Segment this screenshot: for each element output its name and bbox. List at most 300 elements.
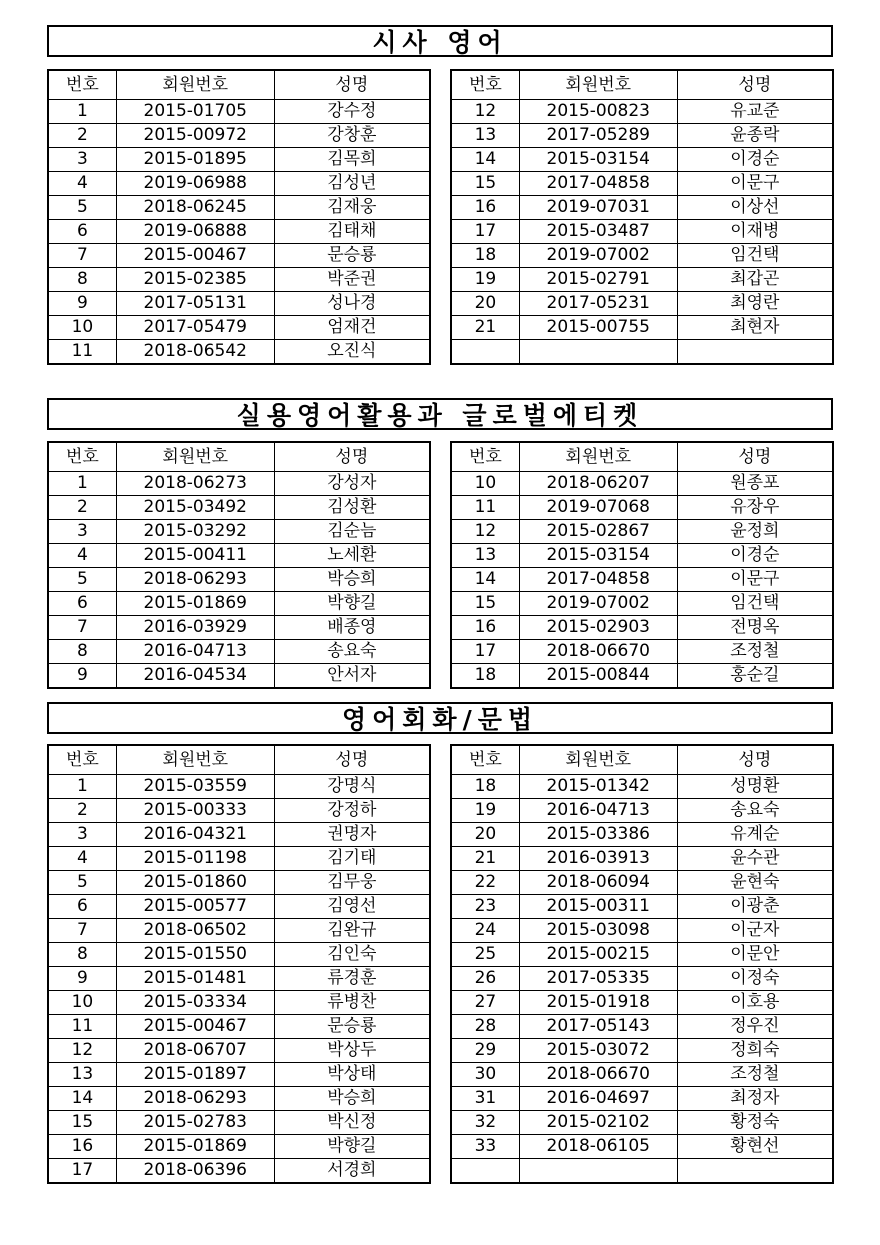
cell-member-id: 2017-05479 [116, 316, 274, 340]
cell-number: 14 [451, 148, 519, 172]
cell-number: 20 [451, 823, 519, 847]
cell-name: 박향길 [274, 592, 430, 616]
cell-member-id: 2019-06988 [116, 172, 274, 196]
table-header-row [451, 70, 833, 100]
cell-member-id: 2015-02791 [519, 268, 677, 292]
cell-member-id: 2015-00755 [519, 316, 677, 340]
cell-number: 16 [48, 1135, 116, 1159]
table-row [48, 847, 430, 871]
cell-name: 오진식 [274, 340, 430, 365]
table-row [451, 1087, 833, 1111]
table-row [451, 1015, 833, 1039]
table-row [451, 616, 833, 640]
cell-member-id: 2019-07068 [519, 496, 677, 520]
cell-member-id: 2018-06245 [116, 196, 274, 220]
header-member-id: 회원번호 [519, 745, 677, 775]
table-row [48, 1159, 430, 1184]
cell-name: 김기태 [274, 847, 430, 871]
table-row [451, 316, 833, 340]
cell-member-id: 2015-03487 [519, 220, 677, 244]
table-row [48, 172, 430, 196]
cell-name: 이문구 [677, 568, 833, 592]
cell-number: 22 [451, 871, 519, 895]
section-title: 영어회화/문법 [47, 702, 833, 734]
cell-number: 3 [48, 823, 116, 847]
header-name: 성명 [677, 70, 833, 100]
cell-number: 13 [451, 124, 519, 148]
cell-name: 조정철 [677, 640, 833, 664]
cell-member-id: 2015-03492 [116, 496, 274, 520]
cell-member-id: 2015-01481 [116, 967, 274, 991]
cell-name: 김완규 [274, 919, 430, 943]
cell-number [451, 1159, 519, 1184]
cell-number: 1 [48, 100, 116, 124]
cell-name: 김성년 [274, 172, 430, 196]
header-number: 번호 [451, 745, 519, 775]
cell-member-id: 2015-03072 [519, 1039, 677, 1063]
cell-name: 성나경 [274, 292, 430, 316]
cell-number: 25 [451, 943, 519, 967]
table-row [48, 196, 430, 220]
cell-number: 33 [451, 1135, 519, 1159]
cell-member-id: 2015-02867 [519, 520, 677, 544]
table-row [48, 496, 430, 520]
header-name: 성명 [677, 745, 833, 775]
cell-name: 김인숙 [274, 943, 430, 967]
cell-member-id: 2015-02783 [116, 1111, 274, 1135]
table-row [451, 823, 833, 847]
cell-name: 박향길 [274, 1135, 430, 1159]
header-number: 번호 [48, 745, 116, 775]
cell-number: 18 [474, 665, 497, 685]
section-title: 실용영어활용과 글로벌에티켓 [47, 398, 833, 430]
cell-number: 23 [451, 895, 519, 919]
table-row [48, 124, 430, 148]
cell-number: 10 [48, 991, 116, 1015]
cell-number: 18 [451, 775, 519, 799]
cell-name: 원종포 [677, 472, 833, 496]
cell-name: 이재병 [677, 220, 833, 244]
table-row [451, 664, 833, 689]
table-row [48, 919, 430, 943]
cell-name: 최갑곤 [677, 268, 833, 292]
header-member-id: 회원번호 [519, 70, 677, 100]
table-row [48, 148, 430, 172]
table-row [48, 340, 430, 365]
cell-name: 임건택 [677, 244, 833, 268]
cell-member-id: 2016-04534 [116, 664, 274, 689]
cell-member-id: 2015-01869 [116, 1135, 274, 1159]
cell-name: 조정철 [677, 1063, 833, 1087]
table-row [451, 1039, 833, 1063]
cell-number: 16 [451, 616, 519, 640]
cell-member-id: 2016-04321 [116, 823, 274, 847]
cell-name: 강명식 [274, 775, 430, 799]
cell-name [677, 340, 833, 365]
cell-number: 2 [48, 124, 116, 148]
cell-number: 11 [451, 496, 519, 520]
table-row [451, 895, 833, 919]
cell-number: 4 [48, 847, 116, 871]
cell-name: 유교준 [677, 100, 833, 124]
cell-name: 강성자 [274, 472, 430, 496]
header-member-id: 회원번호 [519, 442, 677, 472]
cell-member-id: 2016-03913 [519, 847, 677, 871]
cell-number: 10 [48, 316, 116, 340]
table-row [48, 1039, 430, 1063]
table-row [451, 472, 833, 496]
cell-member-id: 2015-01342 [519, 775, 677, 799]
cell-name: 권명자 [274, 823, 430, 847]
cell-number: 18 [451, 244, 519, 268]
table-header-row [48, 442, 430, 472]
cell-number: 16 [451, 196, 519, 220]
cell-number: 6 [48, 592, 116, 616]
cell-name: 유계순 [677, 823, 833, 847]
table-header-row [451, 745, 833, 775]
cell-number: 11 [71, 341, 94, 361]
cell-number: 21 [451, 316, 519, 340]
cell-number: 17 [71, 1160, 94, 1180]
cell-name: 윤수관 [677, 847, 833, 871]
cell-member-id: 2015-00411 [116, 544, 274, 568]
cell-member-id: 2019-07002 [519, 592, 677, 616]
header-number: 번호 [451, 442, 519, 472]
table-row [451, 775, 833, 799]
cell-member-id: 2018-06105 [519, 1135, 677, 1159]
cell-number: 6 [48, 220, 116, 244]
cell-member-id: 2015-02385 [116, 268, 274, 292]
table-row [451, 292, 833, 316]
cell-member-id: 2016-04713 [116, 640, 274, 664]
table-row [48, 823, 430, 847]
table-row [451, 919, 833, 943]
cell-member-id: 2015-03098 [519, 919, 677, 943]
cell-member-id: 2018-06670 [519, 640, 677, 664]
table-row [451, 1135, 833, 1159]
cell-member-id: 2018-06293 [116, 1087, 274, 1111]
table-row [451, 1111, 833, 1135]
cell-name: 송요숙 [274, 640, 430, 664]
table-row [48, 1015, 430, 1039]
cell-number: 19 [451, 268, 519, 292]
cell-member-id: 2015-03334 [116, 991, 274, 1015]
cell-member-id: 2019-06888 [116, 220, 274, 244]
table-row [451, 172, 833, 196]
cell-member-id: 2015-00467 [116, 244, 274, 268]
table-row [48, 1087, 430, 1111]
cell-name: 엄재건 [274, 316, 430, 340]
cell-number: 5 [48, 871, 116, 895]
section-title: 시사 영어 [47, 25, 833, 57]
cell-name: 안서자 [274, 664, 430, 689]
cell-name: 최현자 [677, 316, 833, 340]
cell-number: 9 [48, 292, 116, 316]
cell-number: 1 [48, 775, 116, 799]
cell-member-id: 2015-01895 [116, 148, 274, 172]
cell-number: 24 [451, 919, 519, 943]
table-row [48, 568, 430, 592]
cell-member-id: 2017-04858 [519, 568, 677, 592]
cell-member-id: 2017-05335 [519, 967, 677, 991]
cell-number: 13 [451, 544, 519, 568]
cell-name: 이문안 [677, 943, 833, 967]
cell-number: 8 [48, 640, 116, 664]
cell-name: 이정숙 [677, 967, 833, 991]
cell-number: 1 [48, 472, 116, 496]
cell-member-id [519, 1159, 677, 1184]
cell-name: 이문구 [677, 172, 833, 196]
cell-number: 30 [451, 1063, 519, 1087]
table-row [48, 775, 430, 799]
table-row [451, 100, 833, 124]
cell-member-id [519, 340, 677, 365]
table-row [48, 1111, 430, 1135]
cell-number: 14 [451, 568, 519, 592]
table-row [451, 568, 833, 592]
cell-number: 3 [48, 520, 116, 544]
table-row [48, 100, 430, 124]
cell-name: 송요숙 [677, 799, 833, 823]
cell-number: 26 [451, 967, 519, 991]
table-header-row [48, 745, 430, 775]
table-row [48, 664, 430, 689]
table-row [48, 1063, 430, 1087]
cell-member-id: 2018-06670 [519, 1063, 677, 1087]
cell-name: 배종영 [274, 616, 430, 640]
cell-number: 13 [48, 1063, 116, 1087]
roster-table-right [450, 69, 834, 365]
cell-number: 5 [48, 568, 116, 592]
table-row [451, 967, 833, 991]
cell-name: 김재웅 [274, 196, 430, 220]
cell-number: 2 [48, 799, 116, 823]
cell-name: 이경순 [677, 544, 833, 568]
header-name: 성명 [274, 442, 430, 472]
cell-name: 홍순길 [677, 664, 833, 689]
table-row [48, 991, 430, 1015]
cell-name: 이경순 [677, 148, 833, 172]
header-number: 번호 [451, 70, 519, 100]
cell-member-id: 2018-06542 [116, 340, 274, 365]
table-row [48, 799, 430, 823]
cell-name: 박승희 [274, 568, 430, 592]
table-row [451, 544, 833, 568]
cell-number: 7 [48, 919, 116, 943]
cell-number: 12 [48, 1039, 116, 1063]
table-row [451, 244, 833, 268]
cell-name: 정희숙 [677, 1039, 833, 1063]
cell-number: 15 [451, 592, 519, 616]
cell-name: 이광춘 [677, 895, 833, 919]
header-number: 번호 [48, 442, 116, 472]
cell-number: 12 [451, 520, 519, 544]
cell-name: 류경훈 [274, 967, 430, 991]
cell-name: 정우진 [677, 1015, 833, 1039]
cell-name: 김성환 [274, 496, 430, 520]
table-row [48, 520, 430, 544]
cell-number: 10 [451, 472, 519, 496]
cell-name: 서경희 [274, 1159, 430, 1184]
cell-member-id: 2015-00311 [519, 895, 677, 919]
cell-name: 최정자 [677, 1087, 833, 1111]
table-row [48, 316, 430, 340]
cell-name: 최영란 [677, 292, 833, 316]
header-name: 성명 [274, 745, 430, 775]
cell-member-id: 2015-01860 [116, 871, 274, 895]
cell-name: 이호용 [677, 991, 833, 1015]
cell-member-id: 2018-06502 [116, 919, 274, 943]
table-row [48, 943, 430, 967]
cell-name: 강수정 [274, 100, 430, 124]
cell-member-id: 2017-05231 [519, 292, 677, 316]
cell-member-id: 2015-01705 [116, 100, 274, 124]
cell-name: 문승룡 [274, 244, 430, 268]
table-row [451, 799, 833, 823]
table-row [451, 220, 833, 244]
cell-number: 3 [48, 148, 116, 172]
roster-table-right [450, 744, 834, 1184]
cell-number: 6 [48, 895, 116, 919]
cell-name: 박상두 [274, 1039, 430, 1063]
cell-name: 강창훈 [274, 124, 430, 148]
cell-name: 노세환 [274, 544, 430, 568]
header-name: 성명 [274, 70, 430, 100]
cell-member-id: 2015-00215 [519, 943, 677, 967]
table-row [48, 220, 430, 244]
table-row [48, 592, 430, 616]
cell-member-id: 2015-02102 [519, 1111, 677, 1135]
table-row [451, 871, 833, 895]
cell-member-id: 2015-00467 [116, 1015, 274, 1039]
table-row [451, 592, 833, 616]
cell-name: 김순늠 [274, 520, 430, 544]
cell-name: 김목희 [274, 148, 430, 172]
cell-member-id: 2015-03154 [519, 544, 677, 568]
table-row [48, 871, 430, 895]
header-member-id: 회원번호 [116, 442, 274, 472]
cell-number: 7 [48, 244, 116, 268]
cell-member-id: 2015-00577 [116, 895, 274, 919]
table-row [451, 196, 833, 220]
cell-number: 8 [48, 943, 116, 967]
cell-number: 31 [451, 1087, 519, 1111]
table-row [451, 640, 833, 664]
header-name: 성명 [677, 442, 833, 472]
table-header-row [48, 70, 430, 100]
cell-member-id: 2015-03386 [519, 823, 677, 847]
cell-member-id: 2017-05289 [519, 124, 677, 148]
header-number: 번호 [48, 70, 116, 100]
roster-table-right [450, 441, 834, 689]
cell-number: 15 [48, 1111, 116, 1135]
cell-number: 11 [48, 1015, 116, 1039]
cell-member-id: 2018-06396 [116, 1159, 274, 1184]
roster-table-left [47, 744, 431, 1184]
cell-member-id: 2015-01918 [519, 991, 677, 1015]
cell-name: 류병찬 [274, 991, 430, 1015]
cell-number: 2 [48, 496, 116, 520]
cell-name: 유장우 [677, 496, 833, 520]
cell-name: 강정하 [274, 799, 430, 823]
cell-name: 김무웅 [274, 871, 430, 895]
table-row [48, 472, 430, 496]
table-row [48, 292, 430, 316]
cell-name: 박준권 [274, 268, 430, 292]
cell-name: 전명옥 [677, 616, 833, 640]
cell-number: 20 [451, 292, 519, 316]
cell-name [677, 1159, 833, 1184]
table-row [451, 520, 833, 544]
cell-name: 윤정희 [677, 520, 833, 544]
cell-member-id: 2015-01198 [116, 847, 274, 871]
header-member-id: 회원번호 [116, 70, 274, 100]
cell-member-id: 2018-06707 [116, 1039, 274, 1063]
table-row [451, 847, 833, 871]
cell-name: 박승희 [274, 1087, 430, 1111]
cell-member-id: 2018-06094 [519, 871, 677, 895]
cell-number: 28 [451, 1015, 519, 1039]
cell-member-id: 2016-04697 [519, 1087, 677, 1111]
cell-member-id: 2019-07002 [519, 244, 677, 268]
cell-number: 19 [451, 799, 519, 823]
cell-name: 윤종락 [677, 124, 833, 148]
table-row [48, 616, 430, 640]
cell-number: 5 [48, 196, 116, 220]
cell-number: 32 [451, 1111, 519, 1135]
cell-number: 21 [451, 847, 519, 871]
cell-name: 황정숙 [677, 1111, 833, 1135]
cell-member-id: 2018-06293 [116, 568, 274, 592]
cell-member-id: 2015-00333 [116, 799, 274, 823]
table-row [48, 544, 430, 568]
table-row [48, 640, 430, 664]
cell-member-id: 2016-03929 [116, 616, 274, 640]
cell-name: 성명환 [677, 775, 833, 799]
table-row [48, 268, 430, 292]
cell-number: 29 [451, 1039, 519, 1063]
table-row [48, 1135, 430, 1159]
table-row [48, 967, 430, 991]
table-row [451, 148, 833, 172]
cell-number: 4 [48, 172, 116, 196]
cell-number: 9 [77, 665, 88, 685]
table-row [48, 244, 430, 268]
cell-number: 12 [451, 100, 519, 124]
cell-number: 8 [48, 268, 116, 292]
cell-member-id: 2017-05131 [116, 292, 274, 316]
table-row [451, 496, 833, 520]
table-row [451, 1159, 833, 1184]
cell-name: 황현선 [677, 1135, 833, 1159]
cell-number: 4 [48, 544, 116, 568]
cell-member-id: 2015-01897 [116, 1063, 274, 1087]
cell-name: 김태채 [274, 220, 430, 244]
cell-number: 27 [451, 991, 519, 1015]
cell-number: 14 [48, 1087, 116, 1111]
table-row [451, 1063, 833, 1087]
cell-member-id: 2019-07031 [519, 196, 677, 220]
cell-member-id: 2015-00823 [519, 100, 677, 124]
cell-number: 17 [451, 640, 519, 664]
cell-name: 문승룡 [274, 1015, 430, 1039]
cell-name: 김영선 [274, 895, 430, 919]
table-row [451, 268, 833, 292]
table-row [451, 340, 833, 365]
cell-number: 15 [451, 172, 519, 196]
cell-name: 이군자 [677, 919, 833, 943]
cell-name: 이상선 [677, 196, 833, 220]
